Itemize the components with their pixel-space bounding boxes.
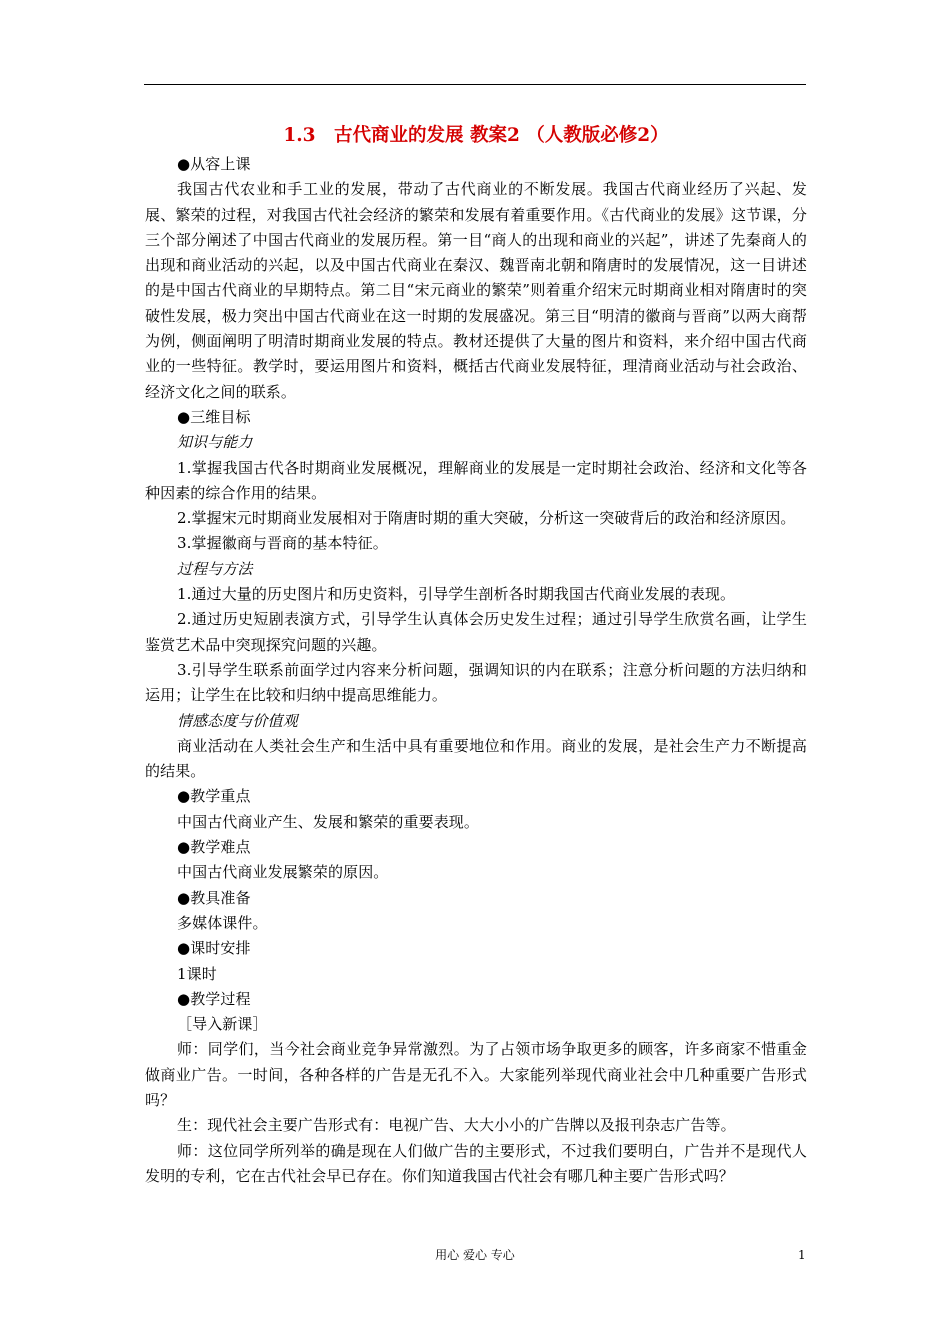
header-rule [144, 84, 806, 85]
section-heading: ●从容上课 [177, 155, 251, 173]
section-heading: ●三维目标 [177, 407, 251, 426]
paragraph: 3.引导学生联系前面学过内容来分析问题，强调知识的内在联系；注意分析问题的方法归纳和运用；让学生在比较和归纳中提高思维能力。 [145, 660, 807, 705]
document-title: 1.3 古代商业的发展 教案2 （人教版必修2） [283, 125, 669, 146]
subsection-heading: 过程与方法 [177, 559, 253, 578]
page-number: 1 [798, 1248, 806, 1262]
paragraph: 1课时 [177, 964, 217, 983]
paragraph: 中国古代商业产生、发展和繁荣的重要表现。 [177, 812, 480, 831]
paragraph: 2.通过历史短剧表演方式，引导学生认真体会历史发生过程；通过引导学生欣赏名画，让学生鉴赏艺术品中突现探究问题的兴趣。 [145, 610, 807, 654]
paragraph: 商业活动在人类社会生产和生活中具有重要地位和作用。商业的发展，是社会生产力不断提高的结果。 [145, 736, 807, 781]
section-heading: ●教学难点 [177, 838, 251, 857]
paragraph: 3.掌握徽商与晋商的基本特征。 [177, 534, 388, 553]
paragraph: 1.掌握我国古代各时期商业发展概况，理解商业的发展是一定时期社会政治、经济和文化等各种因素的综合作用的结果。 [145, 458, 807, 502]
paragraph: 师：同学们，当今社会商业竞争异常激烈。为了占领市场争取更多的顾客，许多商家不惜重金做商业广告。一时间，各种各样的广告是无孔不入。大家能列举现代商业社会中几种重要广告形式吗？ [145, 1040, 807, 1109]
paragraph: 中国古代商业发展繁荣的原因。 [177, 863, 389, 882]
section-heading: ●课时安排 [177, 939, 251, 958]
section-heading: ●教学重点 [177, 787, 251, 806]
paragraph: 师：这位同学所列举的确是现在人们做广告的主要形式，不过我们要明白，广告并不是现代人发明的专利，它在古代社会早已存在。你们知道我国古代社会有哪几种主要广告形式吗？ [145, 1141, 807, 1185]
paragraph-list [145, 152, 807, 1189]
footer-slogan: 用心 爱心 专心 [435, 1248, 515, 1262]
subsection-heading: 情感态度与价值观 [177, 711, 298, 730]
paragraph: ［导入新课］ [177, 1015, 268, 1034]
paragraph: 多媒体课件。 [177, 913, 268, 932]
section-heading: ●教具准备 [177, 888, 251, 907]
paragraph: 我国古代农业和手工业的发展，带动了古代商业的不断发展。我国古代商业经历了兴起、发展、繁荣的过程，对我国古代社会经济的繁荣和发展有着重要作用。《古代商业的发展》这节课，分三个部分阐述了中国古代商业的发展历程。第一目“商人的出现和商业的兴起”，讲述了先秦商人的出现和商业活动的兴起，以及中国古代商业在秦汉、魏晋南北朝和隋唐时的发展情况，这一目讲述的是中国古代商业的早期特点。第二目“宋元商业的繁荣”则着重介绍宋元时期商业相对隋唐时的突破性发展，极力突出中国古代商业在这一时期的发展盛况。第三目“明清的徽商与晋商”以两大商帮为例，侧面阐明了明清时期商业发展的特点。教材还提供了大量的图片和资料，来介绍中国古代商业的一些特征。教学时，要运用图片和资料，概括古代商业发展特征，理清商业活动与社会政治、经济文化之间的联系。 [145, 180, 807, 401]
document-body [145, 120, 807, 1189]
subsection-heading: 知识与能力 [177, 433, 253, 452]
paragraph: 2.掌握宋元时期商业发展相对于隋唐时期的重大突破，分析这一突破背后的政治和经济原因。 [177, 509, 796, 528]
paragraph: 1.通过大量的历史图片和历史资料，引导学生剖析各时期我国古代商业发展的表现。 [177, 585, 736, 604]
paragraph: 生：现代社会主要广告形式有：电视广告、大大小小的广告牌以及报刊杂志广告等。 [177, 1116, 736, 1135]
section-heading: ●教学过程 [177, 989, 251, 1008]
